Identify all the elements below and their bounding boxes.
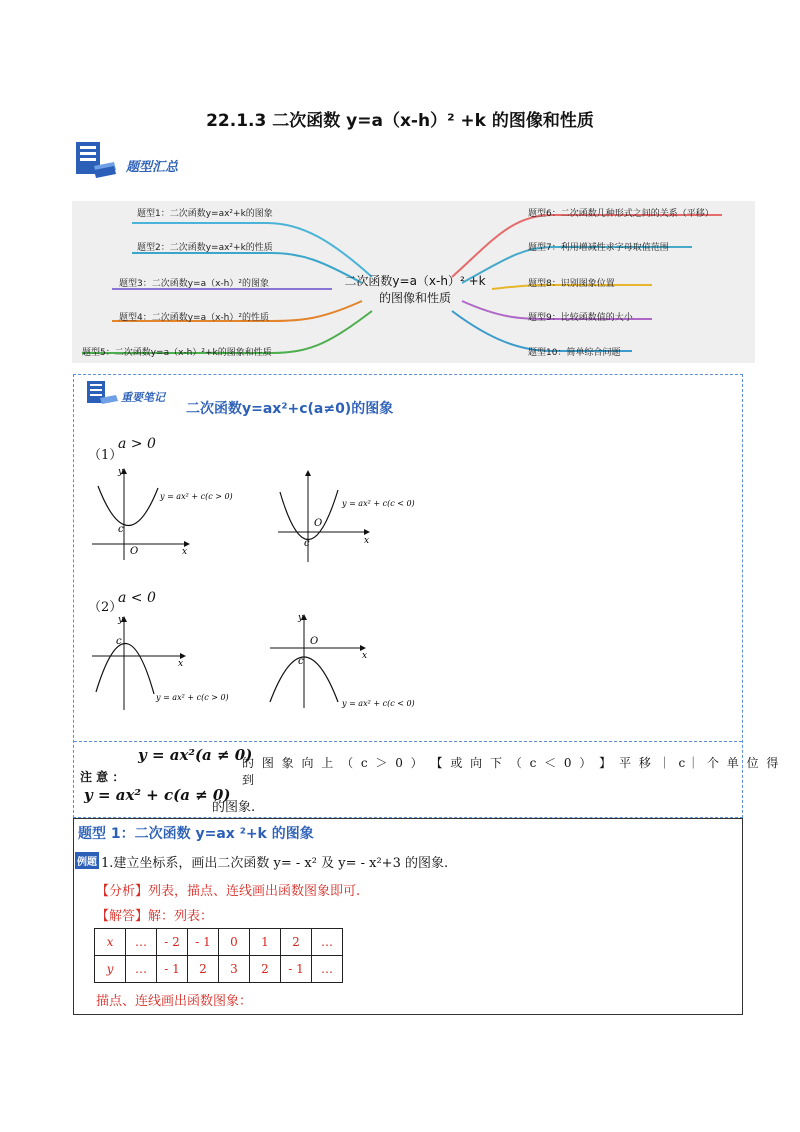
c-label: c bbox=[304, 538, 310, 549]
notes-label: 重要笔记 bbox=[121, 391, 165, 404]
footer-text: 描点、连线画出函数图象： bbox=[96, 994, 253, 1009]
table-row bbox=[95, 929, 343, 956]
case-number: （2） bbox=[88, 600, 123, 615]
graph-parabola-up-c-positive bbox=[88, 464, 248, 564]
page-title: 22.1.3 二次函数 y=a（x-h）² +k 的图像和性质 bbox=[206, 111, 594, 131]
table-cell: x bbox=[95, 929, 126, 956]
question-text: 1.建立坐标系，画出二次函数 y= - x² 及 y= - x²+3 的图象. bbox=[101, 856, 449, 871]
table-cell: - 2 bbox=[157, 929, 188, 956]
graph-equation: y = ax² + c(c > 0) bbox=[160, 492, 233, 501]
table-cell: - 1 bbox=[281, 956, 312, 983]
book-stack-icon bbox=[74, 140, 118, 178]
note-formula: y = ax² + c(a ≠ 0) bbox=[84, 786, 231, 804]
note-formula: y = ax²(a ≠ 0) bbox=[138, 746, 253, 764]
origin-label: O bbox=[314, 518, 323, 529]
table-row bbox=[95, 956, 343, 983]
mind-map-topic: 题型3：二次函数y=a（x-h）²的图象 bbox=[119, 279, 269, 289]
mind-map-topic: 题型7：利用增减性求字母取值范围 bbox=[528, 243, 669, 253]
mind-map-center-line: 的图像和性质 bbox=[378, 291, 451, 305]
mind-map-topic: 题型9：比较函数值的大小 bbox=[528, 313, 633, 323]
case-condition: a > 0 bbox=[118, 436, 156, 452]
notes-heading: 二次函数y=ax²+c(a≠0)的图象 bbox=[186, 401, 394, 417]
table-cell: … bbox=[126, 956, 157, 983]
graph-equation: y = ax² + c(c > 0) bbox=[156, 693, 229, 702]
table-cell: 2 bbox=[250, 956, 281, 983]
case-number: （1） bbox=[88, 448, 123, 463]
mind-map-topic: 题型1：二次函数y=ax²+k的图象 bbox=[137, 209, 273, 219]
graph-parabola-down-c-negative bbox=[266, 612, 426, 712]
section-heading: 题型 1：二次函数 y=ax ²+k 的图象 bbox=[78, 826, 314, 842]
section-banner-label: 题型汇总 bbox=[126, 160, 179, 175]
table-cell: … bbox=[312, 929, 343, 956]
graph-equation: y = ax² + c(c < 0) bbox=[342, 499, 415, 508]
mind-map-center bbox=[330, 273, 500, 307]
mind-map-topic: 题型8：识别图象位置 bbox=[528, 279, 615, 289]
mind-map-topic: 题型10：简单综合问题 bbox=[528, 348, 621, 358]
value-table bbox=[94, 928, 343, 983]
graph-equation: y = ax² + c(c < 0) bbox=[342, 699, 415, 708]
mind-map-topic: 题型5：二次函数y=a（x-h）²+k的图象和性质 bbox=[82, 348, 272, 358]
x-axis-label: x bbox=[362, 651, 368, 661]
x-axis-label: x bbox=[178, 659, 184, 669]
note-label: 注 意 ： bbox=[80, 770, 125, 784]
table-cell: 0 bbox=[219, 929, 250, 956]
mind-map-topic: 题型6：二次函数几种形式之间的关系（平移） bbox=[528, 209, 714, 219]
c-label: c bbox=[118, 524, 124, 535]
note-text: 的图象. bbox=[212, 800, 256, 815]
note-text: 的 图 象 向 上 （ c ＞ 0 ） 【 或 向 下 （ c ＜ 0 ） 】 平 移 ｜ c｜ 个 单 位 得 到 bbox=[242, 756, 781, 787]
notes-icon bbox=[86, 380, 120, 410]
x-axis-label: x bbox=[364, 536, 370, 546]
table-cell: 2 bbox=[188, 956, 219, 983]
example-badge: 例题 bbox=[75, 852, 99, 869]
mind-map-center-line: 二次函数y=a（x-h）² +k bbox=[344, 274, 486, 288]
y-axis-label: y bbox=[118, 615, 124, 625]
c-label: c bbox=[298, 656, 304, 667]
table-cell: … bbox=[126, 929, 157, 956]
graph-parabola-up-c-negative bbox=[274, 466, 434, 566]
notes-divider bbox=[74, 741, 742, 742]
table-cell: 1 bbox=[250, 929, 281, 956]
case-condition: a < 0 bbox=[118, 590, 156, 606]
table-cell: … bbox=[312, 956, 343, 983]
c-label: c bbox=[116, 636, 122, 647]
mind-map-topic: 题型4：二次函数y=a（x-h）²的性质 bbox=[119, 313, 269, 323]
table-cell: - 1 bbox=[157, 956, 188, 983]
x-axis-label: x bbox=[182, 547, 188, 557]
y-axis-label: y bbox=[298, 613, 304, 623]
graph-parabola-down-c-positive bbox=[88, 614, 248, 714]
table-cell: y bbox=[95, 956, 126, 983]
origin-label: O bbox=[130, 546, 139, 557]
origin-label: O bbox=[310, 636, 319, 647]
answer-text: 【解答】解：列表： bbox=[96, 909, 214, 924]
table-cell: - 1 bbox=[188, 929, 219, 956]
mind-map bbox=[72, 201, 755, 363]
y-axis-label: y bbox=[118, 467, 124, 477]
table-cell: 3 bbox=[219, 956, 250, 983]
mind-map-topic: 题型2：二次函数y=ax²+k的性质 bbox=[137, 243, 273, 253]
analysis-text: 【分析】列表，描点、连线画出函数图象即可. bbox=[96, 884, 361, 899]
table-cell: 2 bbox=[281, 929, 312, 956]
